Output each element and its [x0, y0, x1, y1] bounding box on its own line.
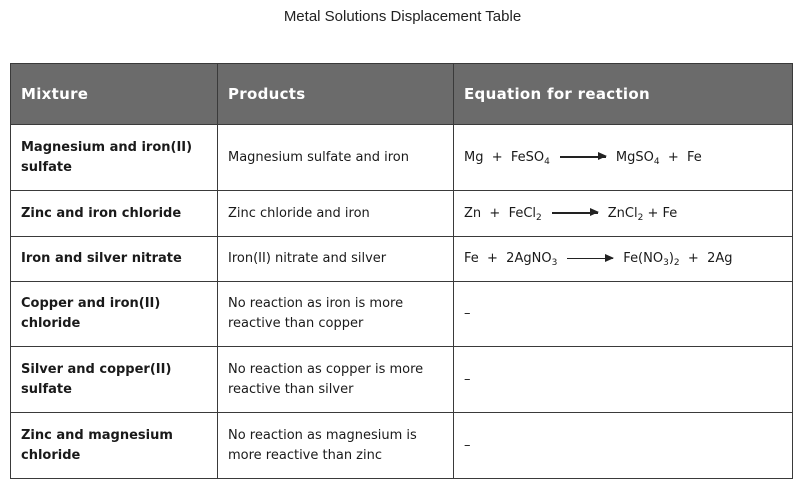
product-subscript: 4: [653, 156, 660, 167]
product-subscript: 3: [663, 258, 669, 268]
table-row: [11, 282, 793, 347]
header-row: [11, 64, 793, 125]
page-title: Metal Solutions Displacement Table: [283, 8, 522, 25]
table-row: [11, 125, 793, 191]
product-text: + Fe: [643, 205, 678, 221]
table-row: [11, 191, 793, 237]
displacement-table: [10, 63, 793, 479]
product-text: + Fe: [659, 149, 702, 165]
reactant-text: Fe + 2AgNO: [464, 251, 552, 266]
products-cell: No reaction as iron is more reactive than copper: [218, 282, 454, 347]
table-row: [11, 347, 793, 413]
equation-reactants: [464, 150, 550, 165]
equation-reactants: [464, 251, 557, 266]
equation-cell: [454, 191, 793, 237]
products-cell: No reaction as copper is more reactive than silver: [218, 347, 454, 413]
equation-cell-empty: –: [454, 282, 793, 347]
reactant-subscript: 3: [551, 258, 558, 268]
mixture-cell: Copper and iron(II) chloride: [11, 282, 218, 347]
equation-reactants: [464, 206, 542, 221]
reactant-subscript: 2: [536, 212, 542, 223]
column-header-mixture: Mixture: [11, 64, 218, 125]
mixture-cell: Iron and silver nitrate: [11, 237, 218, 282]
reaction-arrow-icon: [560, 156, 606, 158]
reactant-text: Mg + FeSO: [464, 149, 545, 165]
equation-products: [623, 251, 732, 266]
equation-cell: [454, 125, 793, 191]
product-text: MgSO: [615, 149, 654, 165]
equation-cell-empty: –: [454, 413, 793, 479]
mixture-cell: Zinc and iron chloride: [11, 191, 218, 237]
reaction-arrow-icon: [552, 212, 598, 214]
product-text: ZnCl: [607, 205, 638, 221]
products-cell: Zinc chloride and iron: [218, 191, 454, 237]
mixture-cell: Silver and copper(II) sulfate: [11, 347, 218, 413]
product-subscript: 2: [673, 258, 680, 268]
column-header-equation: Equation for reaction: [454, 64, 793, 125]
products-cell: Iron(II) nitrate and silver: [218, 237, 454, 282]
equation-products: [608, 206, 678, 221]
column-header-products: Products: [218, 64, 454, 125]
equation-cell-empty: –: [454, 347, 793, 413]
product-subscript: 2: [637, 212, 644, 223]
product-text: + 2Ag: [679, 251, 733, 266]
reactant-text: Zn + FeCl: [464, 205, 537, 221]
product-text: Fe(NO: [623, 251, 664, 266]
product-text: ): [668, 251, 674, 266]
mixture-cell: Zinc and magnesium chloride: [11, 413, 218, 479]
table-row: [11, 237, 793, 282]
equation-cell: [454, 237, 793, 282]
mixture-cell: Magnesium and iron(II) sulfate: [11, 125, 218, 191]
reaction-arrow-icon: [567, 258, 613, 260]
equation-products: [616, 150, 702, 165]
products-cell: Magnesium sulfate and iron: [218, 125, 454, 191]
reactant-subscript: 4: [544, 156, 550, 167]
products-cell: No reaction as magnesium is more reactive than zinc: [218, 413, 454, 479]
table-row: [11, 413, 793, 479]
